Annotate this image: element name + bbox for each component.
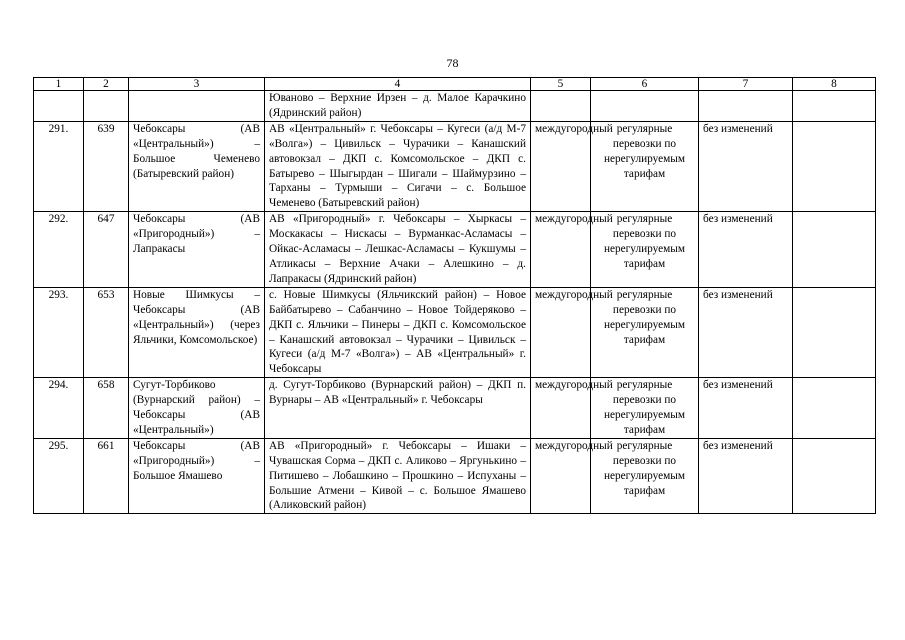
route-path: АВ «Пригородный» г. Чебоксары – Ишаки – Чувашская Сорма – ДКП с. Аликово – Яргунькино – Питишево – Лобашкино – Прошкино – Испуханы – Большие Атмени – Кивой – с. Большое Ямашево (Аликовский район) bbox=[265, 438, 531, 514]
route-path: Юваново – Верхние Ирзен – д. Малое Карачкино (Ядринский район) bbox=[265, 91, 531, 122]
route-number: 639 bbox=[84, 121, 129, 211]
column-header: 2 bbox=[84, 78, 129, 91]
route-name: Чебоксары (АВ «Центральный») – Большое Чеменево (Батыревский район) bbox=[129, 121, 265, 211]
change-status: без изменений bbox=[699, 287, 793, 377]
note-cell bbox=[793, 287, 876, 377]
route-number: 653 bbox=[84, 287, 129, 377]
note-cell bbox=[793, 212, 876, 288]
route-path: АВ «Центральный» г. Чебоксары – Кугеси (а/д М-7 «Волга») – Цивильск – Чурачики – Канашский автовокзал – ДКП с. Комсомольское – ДКП с. Батырево – Шыгырдан – Шигали – Шаймурзино – Тарханы – Турмыши – Сигачи – с. Большое Чеменево (Батыревский район) bbox=[265, 121, 531, 211]
route-name: Новые Шимкусы – Чебоксары (АВ «Центральный») (через Яльчики, Комсомольское) bbox=[129, 287, 265, 377]
row-index: 293. bbox=[34, 287, 84, 377]
table-row bbox=[34, 121, 876, 211]
route-type: междугородный bbox=[531, 378, 591, 439]
column-header: 8 bbox=[793, 78, 876, 91]
route-path: д. Сугут-Торбиково (Вурнарский район) – ДКП п. Вурнары – АВ «Центральный» г. Чебоксары bbox=[265, 378, 531, 439]
row-index: 295. bbox=[34, 438, 84, 514]
route-name: Чебоксары (АВ «Пригородный») – Большое Ямашево bbox=[129, 438, 265, 514]
route-number: 661 bbox=[84, 438, 129, 514]
route-name: Сугут-Торбиково (Вурнарский район) – Чебоксары (АВ «Центральный») bbox=[129, 378, 265, 439]
change-status: без изменений bbox=[699, 121, 793, 211]
continuation-row bbox=[34, 91, 876, 122]
table-row bbox=[34, 212, 876, 288]
note-cell bbox=[793, 121, 876, 211]
transport-type: регулярные перевозки по нерегулируемым тарифам bbox=[591, 378, 699, 439]
note-cell bbox=[793, 438, 876, 514]
column-header: 7 bbox=[699, 78, 793, 91]
column-header: 5 bbox=[531, 78, 591, 91]
route-type: междугородный bbox=[531, 212, 591, 288]
route-type: междугородный bbox=[531, 121, 591, 211]
route-number: 658 bbox=[84, 378, 129, 439]
route-type: междугородный bbox=[531, 438, 591, 514]
route-name: Чебоксары (АВ «Пригородный») – Лапракасы bbox=[129, 212, 265, 288]
column-header: 6 bbox=[591, 78, 699, 91]
table-row bbox=[34, 287, 876, 377]
page-number: 78 bbox=[446, 56, 459, 70]
route-path: с. Новые Шимкусы (Яльчикский район) – Новое Байбатырево – Сабанчино – Новое Тойдеряково – ДКП с. Яльчики – Пинеры – ДКП с. Комсомольское – Канашский автовокзал – Чурачики – Цивильск – Кугеси (а/д М-7 «Волга») – АВ «Центральный» г. Чебоксары bbox=[265, 287, 531, 377]
note-cell bbox=[793, 378, 876, 439]
transport-type: регулярные перевозки по нерегулируемым тарифам bbox=[591, 212, 699, 288]
column-header: 3 bbox=[129, 78, 265, 91]
column-header: 4 bbox=[265, 78, 531, 91]
routes-table bbox=[33, 77, 876, 514]
change-status: без изменений bbox=[699, 378, 793, 439]
transport-type: регулярные перевозки по нерегулируемым тарифам bbox=[591, 287, 699, 377]
column-header: 1 bbox=[34, 78, 84, 91]
table-row bbox=[34, 378, 876, 439]
row-index: 294. bbox=[34, 378, 84, 439]
row-index: 292. bbox=[34, 212, 84, 288]
change-status: без изменений bbox=[699, 212, 793, 288]
column-number-header bbox=[34, 78, 876, 91]
row-index: 291. bbox=[34, 121, 84, 211]
route-number: 647 bbox=[84, 212, 129, 288]
transport-type: регулярные перевозки по нерегулируемым тарифам bbox=[591, 121, 699, 211]
change-status: без изменений bbox=[699, 438, 793, 514]
route-path: АВ «Пригородный» г. Чебоксары – Хыркасы – Москакасы – Нискасы – Вурманкас-Асламасы – Ойкас-Асламасы – Лешкас-Асламасы – Кукшумы – Атликасы – Верхние Ачаки – Алешкино – д. Лапракасы (Ядринский район) bbox=[265, 212, 531, 288]
table-row bbox=[34, 438, 876, 514]
transport-type: регулярные перевозки по нерегулируемым тарифам bbox=[591, 438, 699, 514]
route-type: междугородный bbox=[531, 287, 591, 377]
